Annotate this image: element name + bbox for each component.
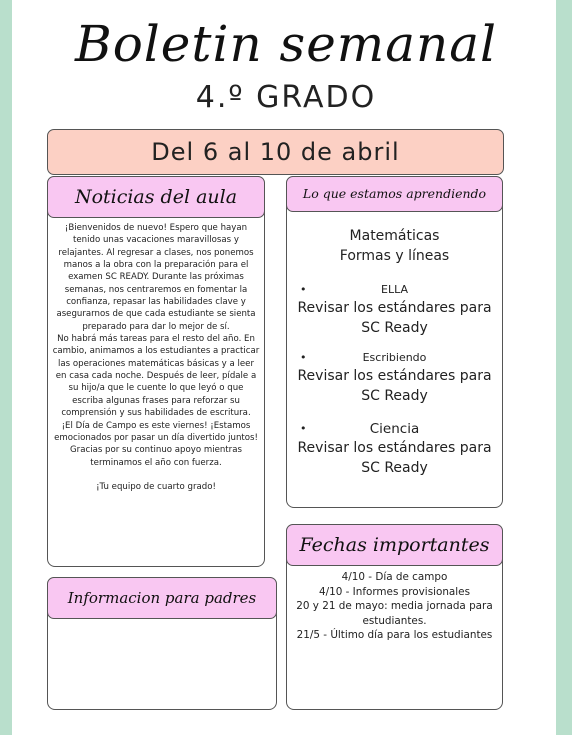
news-signature: ¡Tu equipo de cuarto grado!	[96, 481, 216, 492]
learning-subject: Matemáticas	[349, 228, 440, 244]
parent-info-heading: Informacion para padres	[47, 577, 277, 619]
news-paragraph: ¡Bienvenidos de nuevo! Espero que hayan tenido unas vacaciones maravillosas y relajantes. Al regresar a clases, nos ponemos manos a la obra con la preparación para el examen SC READY. Durante las próximas semanas, nos centraremos en fomentar la confianza, repasar las habilidades clave y asegurarnos de que cada estudiante se sienta preparado para dar lo mejor de sí.	[56, 223, 256, 332]
learning-item	[292, 420, 497, 438]
classroom-news-heading: Noticias del aula	[47, 176, 265, 218]
learning-subject: Escribiendo	[362, 351, 427, 364]
learning-topic: Revisar los estándares para SC Ready	[297, 368, 492, 404]
learning-topic: Revisar los estándares para SC Ready	[297, 440, 492, 476]
learning-subject: Ciencia	[369, 421, 420, 437]
learning-subject: ELLA	[381, 283, 408, 296]
news-paragraph: ¡El Día de Campo es este viernes! ¡Estamos emocionados por pasar un día divertido juntos! Gracias por su continuo apoyo mientras terminamos el año con fuerza.	[54, 420, 258, 468]
week-dates-banner: Del 6 al 10 de abril	[47, 129, 504, 175]
date-item: 4/10 - Informes provisionales	[318, 585, 470, 598]
bullet-icon: •	[300, 351, 307, 364]
learning-heading: Lo que estamos aprendiendo	[286, 176, 503, 212]
important-dates-list	[292, 570, 497, 643]
learning-topic: Revisar los estándares para SC Ready	[297, 300, 492, 336]
classroom-news-text	[52, 222, 260, 493]
date-item: 20 y 21 de mayo: media jornada para estudiantes.	[296, 600, 493, 627]
learning-topic: Formas y líneas	[339, 248, 450, 264]
date-item: 4/10 - Día de campo	[341, 571, 448, 583]
date-item: 21/5 - Último día para los estudiantes	[296, 629, 493, 642]
grade-subtitle: 4.º GRADO	[195, 80, 377, 115]
bullet-icon: •	[300, 422, 307, 435]
important-dates-heading: Fechas importantes	[286, 524, 503, 566]
newsletter-title: Boletin semanal	[74, 15, 498, 73]
learning-item	[292, 282, 497, 298]
bullet-icon: •	[300, 283, 307, 296]
learning-content	[292, 226, 497, 478]
learning-item	[292, 350, 497, 366]
news-paragraph: No habrá más tareas para el resto del año. En cambio, animamos a los estudiantes a practicar las operaciones matemáticas básicas y a leer en casa cada noche. Después de leer, pídale a su hijo/a que le cuente lo que leyó o que escriba algunas frases para reforzar su comprensión y sus habilidades de escritura.	[52, 334, 260, 419]
